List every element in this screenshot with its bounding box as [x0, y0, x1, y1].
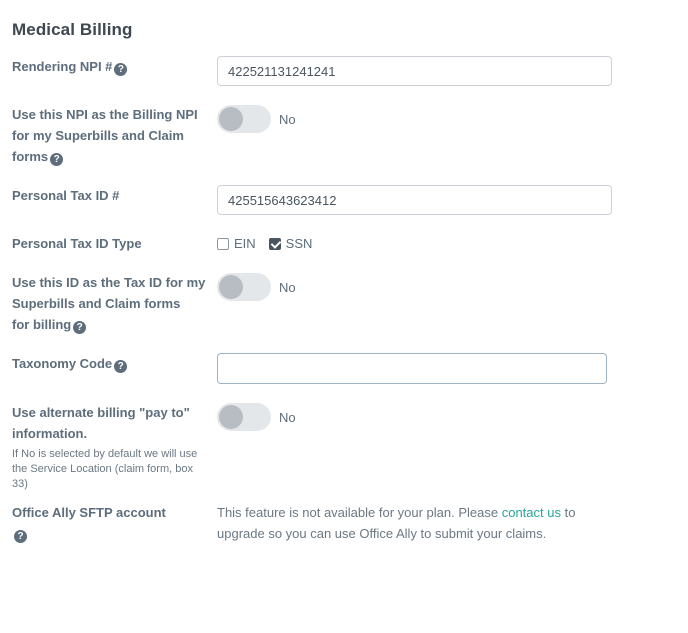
field-col-personal-tax-id-type	[217, 233, 676, 254]
label-personal-tax-id	[12, 185, 217, 206]
field-col-use-npi-as-billing	[217, 104, 676, 136]
field-row-office-ally	[12, 502, 676, 544]
toggle-knob[interactable]	[219, 275, 243, 299]
page-title: Medical Billing	[12, 20, 133, 39]
label-office-ally-text: Office Ally SFTP account	[12, 505, 166, 520]
toggle-knob[interactable]	[219, 405, 243, 429]
label-use-id-as-tax-id-line2: for billing	[12, 317, 72, 332]
toggle-state-label: No	[279, 111, 296, 127]
field-row-use-npi-as-billing	[12, 104, 676, 167]
toggle-knob[interactable]	[219, 107, 243, 131]
office-ally-message-part2: to upgrade so you can use Office Ally to submit your claims.	[217, 505, 576, 541]
alternate-billing-toggle[interactable]	[217, 402, 296, 432]
label-personal-tax-id-type	[12, 233, 217, 254]
use-npi-as-billing-toggle[interactable]	[217, 104, 296, 134]
label-use-id-as-tax-id	[12, 272, 217, 335]
field-row-use-id-as-tax-id	[12, 272, 676, 335]
label-use-npi-as-billing	[12, 104, 217, 167]
field-col-alternate-billing	[217, 402, 676, 434]
label-alternate-billing	[12, 402, 217, 492]
label-office-ally	[12, 502, 217, 544]
checkbox-ein-label: EIN	[234, 236, 256, 251]
checkbox-ein[interactable]	[217, 238, 229, 250]
toggle-track[interactable]	[217, 273, 271, 301]
toggle-track[interactable]	[217, 105, 271, 133]
field-row-personal-tax-id-type	[12, 233, 676, 254]
checkbox-ssn-label: SSN	[285, 236, 313, 251]
field-col-use-id-as-tax-id	[217, 272, 676, 304]
label-taxonomy-code	[12, 353, 217, 374]
field-col-rendering-npi	[217, 56, 676, 86]
label-alternate-billing-text: Use alternate billing "pay to" information.	[12, 405, 190, 441]
help-icon[interactable]: ?	[114, 360, 127, 373]
field-col-taxonomy-code	[217, 353, 676, 384]
label-use-npi-as-billing-text: Use this NPI as the Billing NPI for my Superbills and Claim forms	[12, 107, 198, 164]
label-personal-tax-id-text: Personal Tax ID #	[12, 188, 120, 203]
help-icon[interactable]: ?	[73, 321, 86, 334]
taxonomy-code-input[interactable]	[217, 353, 607, 384]
help-icon[interactable]: ?	[50, 153, 63, 166]
personal-tax-id-input[interactable]	[217, 185, 612, 215]
label-rendering-npi	[12, 56, 217, 77]
help-icon[interactable]: ?	[14, 530, 27, 543]
field-row-taxonomy-code	[12, 353, 676, 384]
field-col-office-ally	[217, 502, 676, 544]
tax-id-type-options	[217, 233, 676, 254]
label-use-id-as-tax-id-line1: Use this ID as the Tax ID for my Superbills and Claim forms	[12, 275, 206, 311]
use-id-as-tax-id-toggle[interactable]	[217, 272, 296, 302]
checkbox-ssn[interactable]	[269, 238, 281, 250]
toggle-state-label: No	[279, 409, 296, 425]
field-row-rendering-npi	[12, 56, 676, 86]
label-rendering-npi-text: Rendering NPI #	[12, 59, 113, 74]
contact-us-link[interactable]: contact us	[501, 505, 561, 520]
office-ally-message-part1: This feature is not available for your plan. Please	[217, 505, 502, 520]
alternate-billing-note: If No is selected by default we will use the Service Location (claim form, box 33)	[12, 448, 198, 490]
office-ally-message	[217, 502, 617, 544]
help-icon[interactable]: ?	[114, 63, 127, 76]
label-taxonomy-code-text: Taxonomy Code	[12, 356, 113, 371]
field-row-alternate-billing	[12, 402, 676, 492]
label-personal-tax-id-type-text: Personal Tax ID Type	[12, 236, 142, 251]
toggle-track[interactable]	[217, 403, 271, 431]
toggle-state-label: No	[279, 279, 296, 295]
field-row-personal-tax-id	[12, 185, 676, 215]
field-col-personal-tax-id	[217, 185, 676, 215]
rendering-npi-input[interactable]	[217, 56, 612, 86]
